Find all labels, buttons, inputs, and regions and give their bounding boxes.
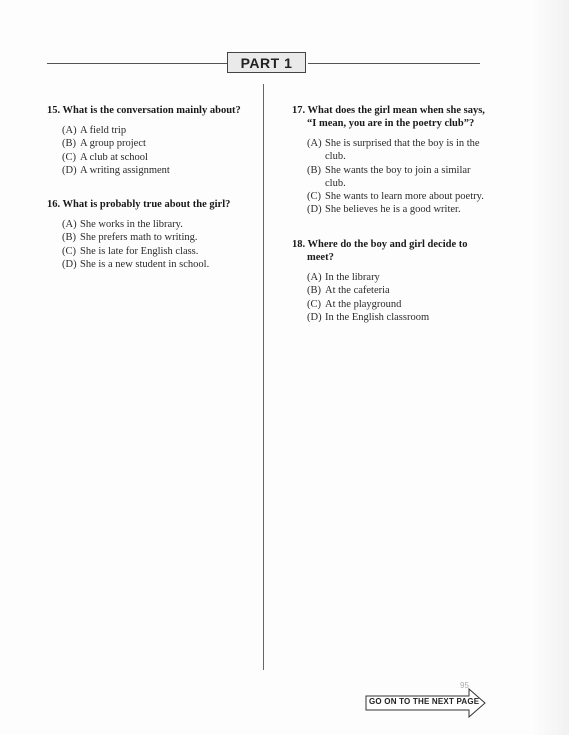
- question-title-line-1: 17. What does the girl mean when she says,: [292, 105, 485, 116]
- next-page-label: GO ON TO THE NEXT PAGE: [369, 697, 480, 706]
- answer-option-c: [307, 298, 492, 311]
- answer-option-c: [62, 151, 257, 164]
- answer-option-a: [62, 124, 257, 137]
- page-number: 95: [460, 681, 469, 690]
- option-letter: (A): [62, 125, 77, 136]
- option-letter: (A): [307, 138, 322, 149]
- question-15: [47, 104, 257, 177]
- option-letter: (A): [62, 219, 77, 230]
- answer-options: [62, 218, 257, 271]
- answer-option-d: [62, 164, 257, 177]
- option-letter: (A): [307, 272, 322, 283]
- answer-option-d: [307, 311, 492, 324]
- option-text: She is surprised that the boy is in the club.: [325, 138, 480, 163]
- question-18: [292, 238, 492, 324]
- option-letter: (D): [62, 164, 77, 176]
- answer-option-b: [307, 164, 492, 191]
- part-heading-label: PART 1: [240, 54, 293, 71]
- option-letter: (C): [307, 298, 321, 310]
- option-letter: (D): [307, 204, 322, 216]
- option-letter: (C): [62, 151, 76, 163]
- option-letter: (C): [307, 191, 321, 203]
- option-text: She believes he is a good writer.: [325, 204, 461, 216]
- option-letter: (C): [62, 245, 76, 257]
- option-letter: (D): [307, 311, 322, 323]
- option-text: She is a new student in school.: [80, 258, 210, 270]
- answer-option-b: [62, 231, 257, 244]
- option-text: A writing assignment: [80, 164, 170, 176]
- question-title-line-2: meet?: [307, 252, 334, 263]
- option-letter: (B): [62, 232, 76, 244]
- answer-option-a: [62, 218, 257, 231]
- option-text: A group project: [80, 138, 146, 150]
- answer-options: [307, 271, 492, 324]
- question-title: 15. What is the conversation mainly about?: [47, 105, 241, 116]
- question-17: [292, 104, 492, 217]
- page-edge-shadow: [533, 0, 569, 735]
- question-title-line-1: 18. Where do the boy and girl decide to: [292, 239, 468, 250]
- answer-option-d: [307, 203, 492, 216]
- option-letter: (B): [307, 164, 321, 176]
- answer-option-b: [307, 284, 492, 297]
- answer-option-b: [62, 137, 257, 150]
- option-letter: (B): [307, 285, 321, 297]
- part-heading: [227, 52, 306, 73]
- option-text: At the playground: [325, 298, 402, 310]
- question-title-line-2: “I mean, you are in the poetry club”?: [307, 118, 475, 129]
- answer-option-c: [307, 190, 492, 203]
- answer-options: [307, 137, 492, 217]
- option-text: In the English classroom: [325, 311, 430, 323]
- question-title: 16. What is probably true about the girl?: [47, 199, 231, 210]
- answer-option-a: [307, 271, 492, 284]
- option-text: A club at school: [80, 151, 148, 163]
- option-text: She prefers math to writing.: [80, 232, 198, 244]
- option-letter: (D): [62, 258, 77, 270]
- option-text: She wants the boy to join a similar club.: [325, 164, 471, 189]
- column-divider: [263, 84, 264, 670]
- option-text: She works in the library.: [80, 219, 183, 230]
- header-rule-left: [47, 63, 227, 64]
- header-rule-right: [308, 63, 480, 64]
- answer-option-a: [307, 137, 492, 164]
- answer-options: [62, 124, 257, 177]
- question-16: [47, 198, 257, 271]
- option-text: In the library: [325, 272, 380, 283]
- option-text: At the cafeteria: [325, 285, 390, 297]
- option-text: She wants to learn more about poetry.: [325, 191, 484, 203]
- option-text: She is late for English class.: [80, 245, 199, 257]
- answer-option-d: [62, 258, 257, 271]
- option-letter: (B): [62, 138, 76, 150]
- option-text: A field trip: [80, 125, 127, 136]
- answer-option-c: [62, 245, 257, 258]
